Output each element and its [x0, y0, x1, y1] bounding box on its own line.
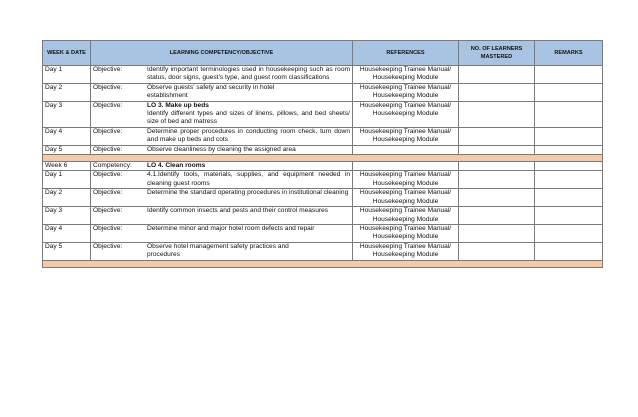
remarks-cell — [535, 224, 603, 242]
remarks-cell — [535, 127, 603, 145]
lesson-plan-table — [42, 40, 603, 268]
reference-line-2: Housekeeping Module — [372, 136, 439, 144]
remarks-cell — [535, 207, 603, 225]
reference-cell — [353, 242, 459, 260]
objective-cell — [91, 83, 353, 101]
objective-label: Objective: — [93, 224, 123, 232]
reference-line-1: Housekeeping Trainee Manual/ — [359, 242, 452, 250]
day-cell: Day 4 — [43, 127, 91, 145]
reference-line-2: Housekeeping Module — [372, 251, 439, 259]
reference-line-2: Housekeeping Module — [372, 110, 439, 118]
header-competency: LEARNING COMPETENCY/OBJECTIVE — [91, 41, 353, 66]
separator-cell — [43, 155, 603, 162]
reference-cell — [353, 101, 459, 127]
reference-line-2: Housekeeping Module — [372, 92, 439, 100]
objective-label: Objective: — [93, 145, 123, 153]
learners-cell — [459, 189, 535, 207]
learners-cell — [459, 66, 535, 84]
remarks-cell — [535, 101, 603, 127]
reference-cell — [353, 207, 459, 225]
table-row — [43, 83, 603, 101]
reference-cell — [353, 224, 459, 242]
objective-text: Observe hotel management safety practices and procedures — [147, 242, 289, 259]
reference-line-2: Housekeeping Module — [372, 215, 439, 223]
remarks-cell — [535, 189, 603, 207]
reference-line-1: Housekeeping Trainee Manual/ — [359, 101, 452, 109]
table-row — [43, 224, 603, 242]
learners-cell — [459, 171, 535, 189]
reference-line-1: Housekeeping Trainee Manual/ — [359, 224, 452, 232]
learners-cell — [459, 101, 535, 127]
day-cell: Day 3 — [43, 207, 91, 225]
learners-cell — [459, 162, 535, 171]
reference-cell — [353, 83, 459, 101]
objective-text: 4.1.Identify tools, materials, supplies, and equipment needed in cleaning guest rooms — [147, 171, 350, 187]
table-row — [43, 127, 603, 145]
reference-line-1: Housekeeping Trainee Manual/ — [359, 189, 452, 197]
objective-cell — [91, 101, 353, 127]
header-week-date: WEEK & DATE — [43, 41, 91, 66]
reference-line-2: Housekeeping Module — [372, 179, 439, 187]
objective-text: Determine the standard operating procedures in institutional cleaning — [147, 189, 349, 197]
day-cell: Day 2 — [43, 189, 91, 207]
reference-cell — [353, 162, 459, 171]
week-row — [43, 162, 603, 171]
objective-cell — [91, 171, 353, 189]
objective-label: Objective: — [93, 83, 123, 91]
objective-text: Identify common insects and pests and their control measures — [147, 207, 329, 215]
remarks-cell — [535, 145, 603, 154]
learners-cell — [459, 145, 535, 154]
objective-label: Objective: — [93, 242, 123, 250]
table-row — [43, 207, 603, 225]
objective-label: Objective: — [93, 101, 123, 109]
objective-label: Objective: — [93, 189, 123, 197]
objective-text: Identify different types and sizes of linens, pillows, and bed sheets/ size of bed and matress — [147, 110, 350, 126]
objective-cell — [91, 145, 353, 154]
reference-cell — [353, 189, 459, 207]
day-cell: Day 5 — [43, 145, 91, 154]
day-cell: Day 1 — [43, 66, 91, 84]
day-cell: Day 4 — [43, 224, 91, 242]
objective-text: Determine minor and major hotel room defects and repair — [147, 224, 315, 232]
objective-text: Determine proper procedures in conducting room check, turn down and make up beds and cots — [147, 127, 350, 144]
reference-cell — [353, 171, 459, 189]
objective-cell — [91, 224, 353, 242]
table-row — [43, 171, 603, 189]
reference-line-1: Housekeeping Trainee Manual/ — [359, 66, 452, 73]
objective-label: Objective: — [93, 207, 123, 215]
day-cell: Day 3 — [43, 101, 91, 127]
day-cell: Day 5 — [43, 242, 91, 260]
remarks-cell — [535, 162, 603, 171]
reference-line-2: Housekeeping Module — [372, 233, 439, 241]
remarks-cell — [535, 171, 603, 189]
header-learners-mastered: NO. OF LEARNERS MASTERED — [459, 41, 535, 66]
competency-text: LO 4. Clean rooms — [147, 162, 206, 170]
reference-line-2: Housekeeping Module — [372, 74, 439, 82]
reference-cell — [353, 145, 459, 154]
table-row — [43, 101, 603, 127]
table-row — [43, 145, 603, 154]
objective-cell — [91, 66, 353, 84]
objective-heading: LO 3. Make up beds — [147, 101, 209, 109]
reference-cell — [353, 127, 459, 145]
learners-cell — [459, 127, 535, 145]
week-cell: Week 6 — [43, 162, 91, 171]
remarks-cell — [535, 242, 603, 260]
objective-text: Observe guests’ safety and security in hotel establishment — [147, 83, 275, 100]
table-row — [43, 189, 603, 207]
objective-text: Observe cleanliness by cleaning the assigned area — [147, 145, 296, 153]
header-references: REFERENCES — [353, 41, 459, 66]
remarks-cell — [535, 66, 603, 84]
competency-label: Competency: — [93, 162, 132, 170]
day-cell: Day 1 — [43, 171, 91, 189]
header-remarks: REMARKS — [535, 41, 603, 66]
day-cell: Day 2 — [43, 83, 91, 101]
reference-line-1: Housekeeping Trainee Manual/ — [359, 83, 452, 91]
objective-cell — [91, 127, 353, 145]
reference-line-1: Housekeeping Trainee Manual/ — [359, 127, 452, 135]
table-header-row — [43, 41, 603, 66]
reference-line-2: Housekeeping Module — [372, 197, 439, 205]
separator-cell — [43, 260, 603, 267]
table-row — [43, 66, 603, 84]
objective-text: Identify important terminologies used in housekeeping such as room status, door signs, guest’s type, and guest room classifications — [147, 66, 350, 82]
learners-cell — [459, 83, 535, 101]
separator-row — [43, 260, 603, 267]
reference-cell — [353, 66, 459, 84]
objective-label: Objective: — [93, 66, 123, 73]
reference-line-1: Housekeeping Trainee Manual/ — [359, 207, 452, 215]
objective-cell — [91, 189, 353, 207]
learners-cell — [459, 224, 535, 242]
objective-label: Objective: — [93, 171, 123, 179]
objective-cell — [91, 207, 353, 225]
separator-row — [43, 155, 603, 162]
table-row — [43, 242, 603, 260]
competency-cell — [91, 162, 353, 171]
reference-line-1: Housekeeping Trainee Manual/ — [359, 171, 452, 179]
objective-cell — [91, 242, 353, 260]
learners-cell — [459, 207, 535, 225]
objective-label: Objective: — [93, 127, 123, 135]
learners-cell — [459, 242, 535, 260]
remarks-cell — [535, 83, 603, 101]
